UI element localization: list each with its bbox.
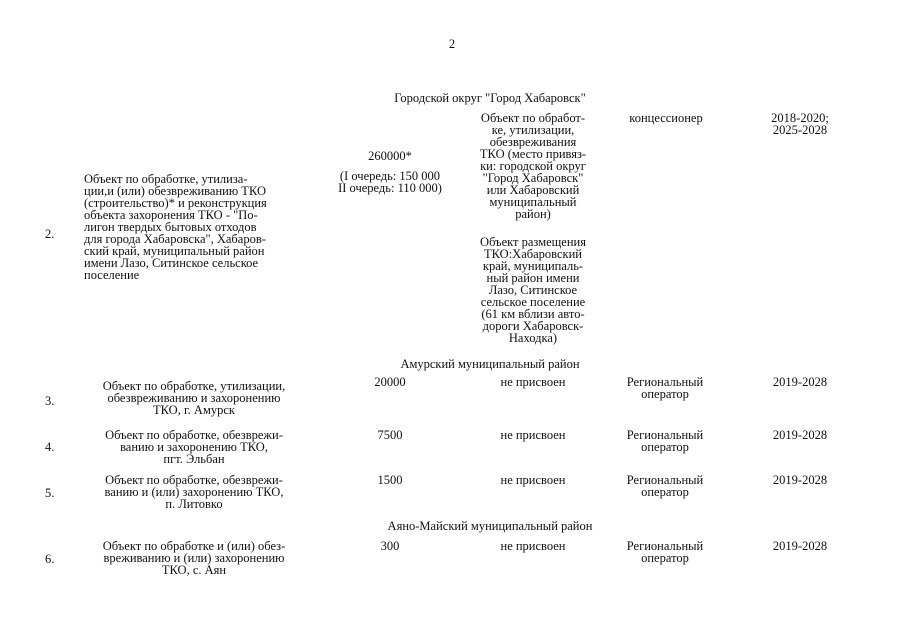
location: не присвоен	[500, 539, 566, 553]
location-processing: Объект по обработ- ке, утилизации, обезвреживания ТКО (место привяз- ки: городской округ "Город Хабаровск" или Хабаровский муниципальный район)	[479, 111, 587, 221]
row-number: 6.	[45, 552, 55, 566]
section-heading-khabarovsk: Городской округ "Город Хабаровск"	[394, 91, 586, 105]
capacity-note: (I очередь: 150 000 II очередь: 110 000)	[338, 169, 442, 195]
row-number: 4.	[45, 440, 55, 454]
row-number: 5.	[45, 486, 55, 500]
page-number: 2	[448, 37, 456, 51]
operator: Региональный оператор	[626, 473, 704, 499]
location: не присвоен	[500, 375, 566, 389]
operator: Региональный оператор	[626, 539, 704, 565]
operator: Региональный оператор	[626, 428, 704, 454]
period: 2019-2028	[772, 428, 828, 442]
capacity-value: 20000	[374, 375, 406, 389]
capacity-value: 260000*	[368, 149, 412, 163]
operator: Региональный оператор	[626, 375, 704, 401]
location: не присвоен	[500, 428, 566, 442]
object-name: Объект по обработке, утилизации, обезвреживанию и захоронению ТКО, г. Амурск	[102, 379, 286, 417]
object-name: Объект по обработке, обезврежи- ванию и (или) захоронению ТКО, п. Литовко	[104, 473, 284, 511]
section-heading-amursky: Амурский муниципальный район	[400, 357, 580, 371]
object-name: Объект по обработке, утилиза- ции,и (или) обезвреживанию ТКО (строительство)* и реконструкция объекта захоронения ТКО - "По- лигон твердых бытовых отходов для города Хабаровска", Хабаров- ский край, муниципальный район имени Лазо, Ситинское сельское поселение	[84, 172, 267, 282]
object-name: Объект по обработке и (или) обез- вреживанию и (или) захоронению ТКО, с. Аян	[102, 539, 286, 577]
capacity-value: 1500	[377, 473, 403, 487]
location-disposal: Объект размещения ТКО:Хабаровский край, муниципаль- ный район имени Лазо, Ситинское сельское поселение (61 км вблизи авто- дороги Хабаровск- Находка)	[480, 235, 586, 345]
period: 2019-2028	[772, 473, 828, 487]
section-heading-ayano-maysky: Аяно-Майский муниципальный район	[387, 519, 593, 533]
period: 2019-2028	[772, 539, 828, 553]
capacity-value: 7500	[377, 428, 403, 442]
object-name: Объект по обработке, обезврежи- ванию и захоронению ТКО, пгт. Эльбан	[105, 428, 283, 466]
row-number: 2.	[45, 227, 55, 241]
operator: концессионер	[629, 111, 703, 125]
period: 2019-2028	[772, 375, 828, 389]
capacity-value: 300	[380, 539, 400, 553]
location: не присвоен	[500, 473, 566, 487]
period: 2018-2020; 2025-2028	[771, 111, 829, 137]
row-number: 3.	[45, 394, 55, 408]
